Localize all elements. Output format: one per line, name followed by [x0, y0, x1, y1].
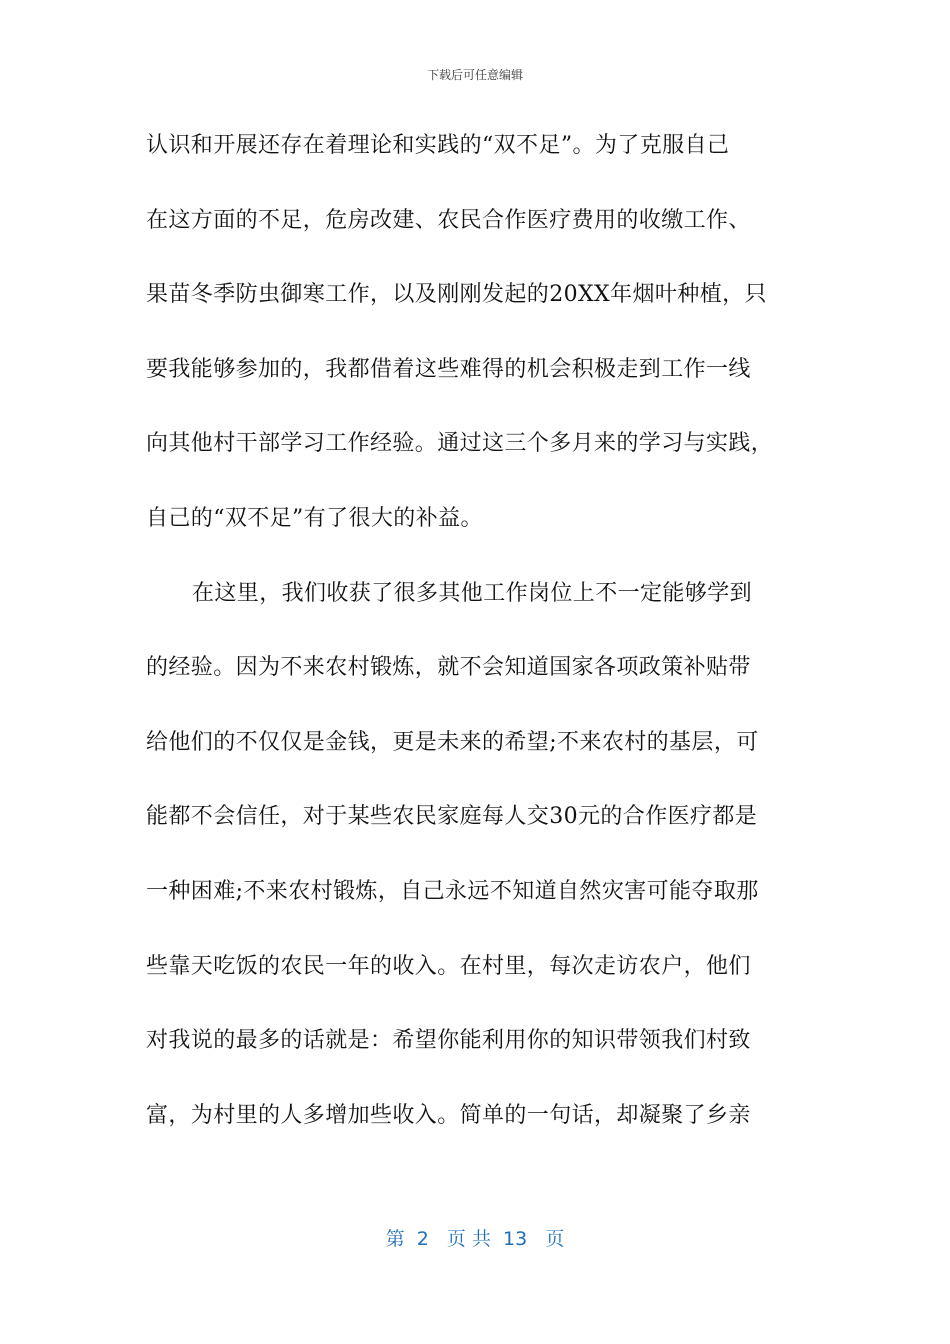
text-line: 富，为村里的人多增加些收入。简单的一句话，却凝聚了乡亲	[146, 1102, 751, 1128]
document-body	[146, 123, 816, 1167]
paragraph-start-line: 在这里，我们收获了很多其他工作岗位上不一定能够学到	[192, 580, 753, 606]
text-line: 些靠天吃饭的农民一年的收入。在村里，每次走访农户，他们	[146, 953, 751, 979]
text-line: 认识和开展还存在着理论和实践的“双不足”。为了克服自己	[146, 133, 730, 158]
text-line: 自己的“双不足”有了很大的补益。	[146, 505, 483, 531]
text-line: 要我能够参加的，我都借着这些难得的机会积极走到工作一线	[146, 356, 751, 382]
text-line: 向其他村干部学习工作经验。通过这三个多月来的学习与实践，	[146, 431, 774, 457]
text-line: 对我说的最多的话就是：希望你能利用你的知识带领我们村致	[146, 1028, 751, 1054]
text-line: 能都不会信任，对于某些农民家庭每人交30元的合作医疗都是	[146, 804, 758, 830]
page-header: 下载后可任意编辑	[426, 68, 523, 82]
page-number-footer: 第 2 页 共 13 页	[385, 1228, 565, 1250]
text-line: 在这方面的不足，危房改建、农民合作医疗费用的收缴工作、	[146, 207, 751, 233]
text-line: 给他们的不仅仅是金钱，更是未来的希望;不来农村的基层，可	[146, 729, 759, 755]
text-line: 一种困难;不来农村锻炼，自己永远不知道自然灾害可能夺取那	[146, 878, 759, 904]
text-line: 的经验。因为不来农村锻炼，就不会知道国家各项政策补贴带	[146, 655, 751, 681]
text-line: 果苗冬季防虫御寒工作，以及刚刚发起的20XX年烟叶种植，只	[146, 282, 767, 308]
